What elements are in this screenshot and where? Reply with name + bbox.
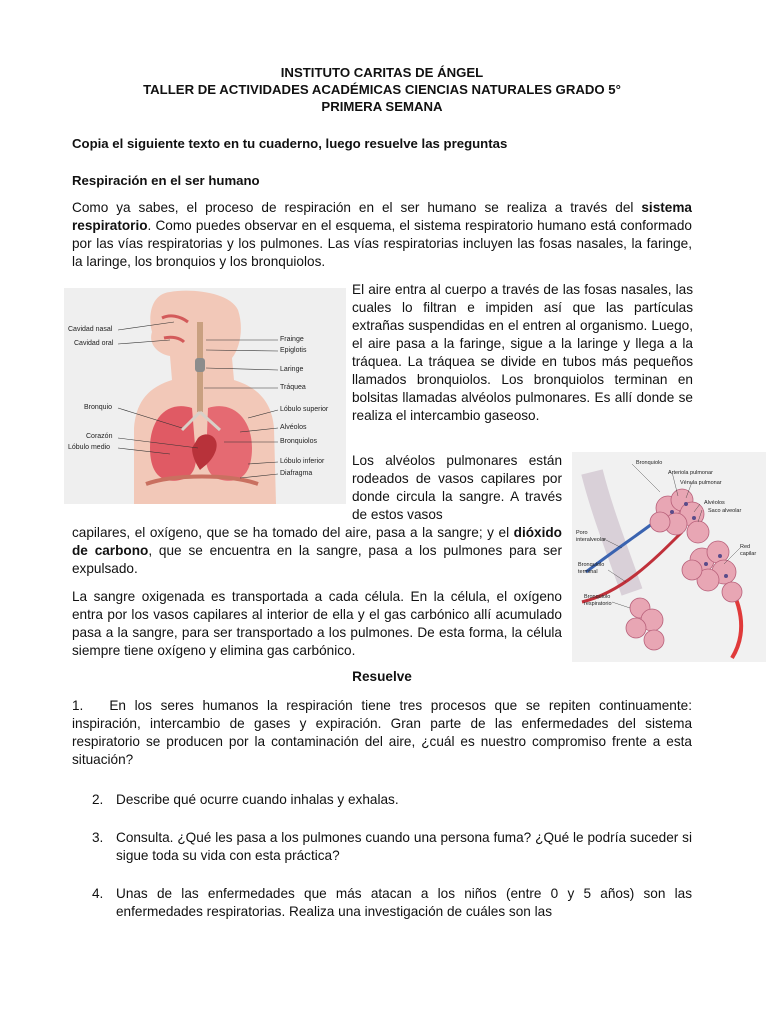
question-1 (72, 697, 692, 769)
list-item: 3. Consulta. ¿Qué les pasa a los pulmones cuando una persona fuma? ¿Qué le podría suceder si sigue toda su vida con esta práctica? (92, 829, 692, 864)
instruction: Copia el siguiente texto en tu cuaderno, luego resuelve las preguntas (72, 136, 508, 151)
label-venula: Vénula pulmonar (680, 480, 722, 486)
week-label: PRIMERA SEMANA (321, 99, 443, 114)
label-bronquiolo: Bronquiolo (636, 460, 663, 466)
alveoli-paragraph-end: capilares, el oxígeno, que se ha tomado del aire, pasa a la sangre; y el dióxido de carbono, que se encuentra en la sangre, pasa a los pulmones para ser expulsado. (72, 525, 563, 576)
label-faringe: Frainge (280, 336, 304, 343)
label-respiratorio: respiratorio (584, 601, 612, 607)
list-item: 2. Describe qué ocurre cuando inhalas y exhalas. (92, 792, 399, 807)
label-poro: Poro (576, 530, 588, 536)
workshop-title: TALLER DE ACTIVIDADES ACADÉMICAS CIENCIAS NATURALES GRADO 5° (143, 82, 621, 97)
school-name: INSTITUTO CARITAS DE ÁNGEL (280, 65, 484, 80)
respiratory-system-figure (64, 288, 346, 504)
label-lobulo-superior: Lóbulo superior (280, 406, 329, 413)
intro-paragraph: Como ya sabes, el proceso de respiración en el ser humano se realiza a través del sistema respiratorio. Como puedes observar en el esquema, el sistema respiratorio humano está conformado por las vías respiratorias y los pulmones. Las vías respiratorias incluyen las fosas nasales, la faringe, la laringe, los bronquios y los bronquiolos. (72, 200, 692, 269)
label-epiglotis: Epiglotis (280, 347, 307, 354)
label-lobulo-inferior: Lóbulo inferior (280, 458, 325, 465)
resuelve-title: Resuelve (352, 669, 412, 684)
label-lobulo-medio: Lóbulo medio (68, 444, 111, 451)
label-saco-alveolar: Saco alveolar (708, 508, 742, 514)
label-arteriola: Arteriola pulmonar (668, 470, 713, 476)
label-terminal: terminal (578, 569, 598, 575)
question-1-text: En los seres humanos la respiración tiene tres procesos que se repiten continuamente: inspiración, intercambio de gases y expiración. Gran parte de las enfermedades del sistema respiratorio se producen por la contaminación del aire, ¿cuál es nuestro compromiso frente a esta situación? (72, 698, 692, 767)
oxygen-paragraph: La sangre oxigenada es transportada a cada célula. En la célula, el oxígeno entra por los vasos capilares al interior de ella y el gas carbónico allí acumulado pasa a la sangre, para ser transportado a los pulmones. De esta forma, la célula siempre tiene oxígeno y elimina gas carbónico. (72, 589, 562, 658)
label-red: Red (740, 544, 751, 550)
air-path-paragraph: El aire entra al cuerpo a través de las fosas nasales, las cuales lo filtran e impiden así que las partículas extrañas suspendidas en el entren al organismo. Luego, el aire pasa a la faringe, sigue a la laringe y llega a la tráquea. La tráquea se divide en tubos más pequeños llamados bronquiolos. Los bronquiolos terminan en bolsitas llamadas alvéolos pulmonares. Es allí donde se realiza el intercambio gaseoso. (352, 282, 693, 423)
label-poro-interalveolar: interalveolar (576, 537, 606, 543)
label-bronquiolo-respiratorio: Bronquiolo (584, 594, 611, 600)
question-1-number: 1. (72, 698, 84, 713)
question-list (92, 791, 692, 922)
label-diafragma: Diafragma (280, 470, 313, 477)
label-alveolos-2: Alvéolos (704, 500, 725, 506)
label-bronquiolo-terminal: Bronquiolo (578, 562, 605, 568)
label-capilar: capilar (740, 551, 757, 557)
label-alveolos: Alvéolos (280, 424, 307, 431)
label-cavidad-nasal: Cavidad nasal (68, 326, 113, 333)
label-bronquio: Bronquio (84, 404, 113, 411)
label-corazon: Corazón (86, 433, 113, 440)
list-item: 4. Unas de las enfermedades que más atacan a los niños (entre 0 y 5 años) son las enfermedades respiratorias. Realiza una investigación de cuáles son las (92, 885, 692, 920)
section-title: Respiración en el ser humano (72, 173, 260, 188)
alveoli-illustration (572, 452, 766, 662)
label-bronquiolos: Bronquiolos (280, 438, 317, 445)
label-cavidad-oral: Cavidad oral (74, 340, 114, 347)
alveoli-figure (572, 452, 766, 662)
label-laringe: Laringe (280, 366, 304, 373)
label-traquea: Tráquea (280, 384, 306, 391)
alveoli-paragraph-start: Los alvéolos pulmonares están rodeados de vasos capilares por donde circula la sangre. A través de estos vasos (352, 453, 562, 522)
